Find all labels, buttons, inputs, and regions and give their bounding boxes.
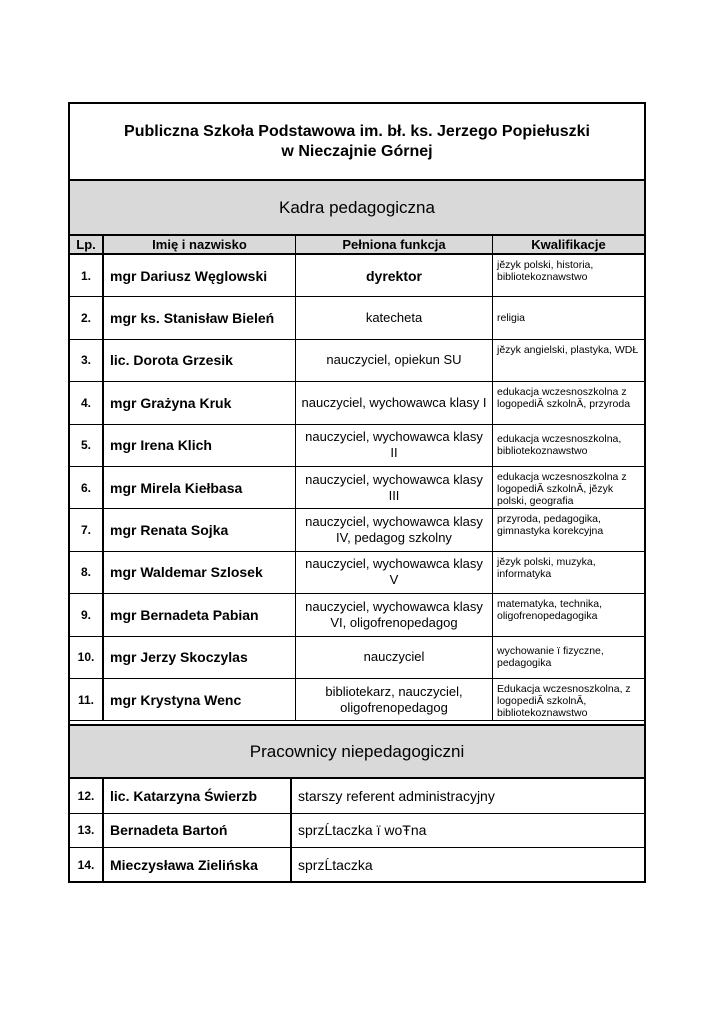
teacher-function: nauczyciel <box>296 637 493 678</box>
row-number: 3. <box>70 340 104 381</box>
teacher-qualifications: edukacja wczesnoszkolna z logopediĂ szkolnĂ, przyroda <box>497 386 631 411</box>
teacher-qualifications: religia <box>497 312 526 325</box>
teacher-qualifications: jĕzyk polski, muzyka, informatyka <box>497 555 596 580</box>
row-number: 8. <box>70 552 104 593</box>
row-number: 14. <box>70 848 104 883</box>
staff-function: starszy referent administracyjny <box>298 787 495 804</box>
staff-document <box>68 102 646 883</box>
teacher-function: nauczyciel, wychowawca klasy I <box>296 382 493 423</box>
teacher-name: mgr Krystyna Wenc <box>104 679 296 720</box>
teacher-qualifications: przyroda, pedagogika, gimnastyka korekcyjna <box>497 513 604 538</box>
staff-function: sprzĹtaczka <box>298 857 373 874</box>
teacher-name: mgr Waldemar Szlosek <box>104 552 296 593</box>
row-number: 5. <box>70 425 104 466</box>
teacher-function: bibliotekarz, nauczyciel, oligofrenopedagog <box>296 679 493 720</box>
teacher-name: mgr Bernadeta Pabian <box>104 594 296 635</box>
teacher-function: nauczyciel, wychowawca klasy III <box>296 467 493 508</box>
teacher-qualifications: wychowanie ï fizyczne, pedagogika <box>497 645 604 670</box>
teacher-qualifications: matematyka, technika, oligofrenopedagogika <box>497 598 603 623</box>
column-header-qualifications: Kwalifikacje <box>531 237 606 252</box>
table-row <box>70 779 644 814</box>
table-row <box>70 679 644 721</box>
column-header-lp: Lp. <box>70 236 104 253</box>
teacher-function: dyrektor <box>296 255 493 296</box>
staff-function: sprzĹtaczka ï woŦna <box>298 822 427 839</box>
table-row <box>70 297 644 339</box>
teacher-qualifications: edukacja wczesnoszkolna z logopediĂ szkolnĂ, jĕzyk polski, geografia <box>497 471 627 507</box>
school-header <box>70 104 644 181</box>
column-header-name: Imię i nazwisko <box>104 236 296 253</box>
table-row <box>70 509 644 551</box>
table-row <box>70 552 644 594</box>
section-pedagogical <box>70 181 644 236</box>
row-number: 4. <box>70 382 104 423</box>
column-header-function: Pełniona funkcja <box>296 236 493 253</box>
teacher-function: nauczyciel, opiekun SU <box>296 340 493 381</box>
school-name: Publiczna Szkoła Podstawowa im. bł. ks. Jerzego Popiełuszki <box>124 122 590 140</box>
table-row <box>70 255 644 297</box>
row-number: 9. <box>70 594 104 635</box>
table-row <box>70 594 644 636</box>
teacher-name: mgr Grażyna Kruk <box>104 382 296 423</box>
staff-name: Bernadeta Bartoń <box>104 814 292 848</box>
section-staff <box>70 724 644 779</box>
teacher-qualifications: jĕzyk polski, historia, bibliotekoznawstwo <box>497 259 594 283</box>
staff-name: Mieczysława Zielińska <box>104 848 292 883</box>
teacher-function: nauczyciel, wychowawca klasy VI, oligofrenopedagog <box>296 594 493 635</box>
teacher-name: mgr Jerzy Skoczylas <box>104 637 296 678</box>
school-location: w Nieczajnie Górnej <box>281 142 433 160</box>
row-number: 6. <box>70 467 104 508</box>
row-number: 11. <box>70 679 104 720</box>
section-pedagogical-title: Kadra pedagogiczna <box>279 197 435 217</box>
teacher-qualifications: edukacja wczesnoszkolna, bibliotekoznawstwo <box>497 433 622 458</box>
teacher-function: nauczyciel, wychowawca klasy IV, pedagog szkolny <box>296 509 493 550</box>
table-row <box>70 637 644 679</box>
teacher-name: mgr Mirela Kiełbasa <box>104 467 296 508</box>
row-number: 7. <box>70 509 104 550</box>
section-staff-title: Pracownicy niepedagogiczni <box>249 741 465 761</box>
teacher-function: nauczyciel, wychowawca klasy II <box>296 425 493 466</box>
teacher-name: mgr Irena Klich <box>104 425 296 466</box>
row-number: 10. <box>70 637 104 678</box>
row-number: 12. <box>70 779 104 813</box>
table-row <box>70 425 644 467</box>
teacher-qualifications: jĕzyk angielski, plastyka, WDŁ <box>497 343 639 356</box>
row-number: 2. <box>70 297 104 338</box>
row-number: 1. <box>70 255 104 296</box>
teacher-function: katecheta <box>296 297 493 338</box>
teacher-name: mgr ks. Stanisław Bieleń <box>104 297 296 338</box>
teacher-name: mgr Renata Sojka <box>104 509 296 550</box>
teacher-function: nauczyciel, wychowawca klasy V <box>296 552 493 593</box>
table-row <box>70 340 644 382</box>
table-row <box>70 848 644 883</box>
teacher-qualifications: Edukacja wczesnoszkolna, z logopediĂ szkolnĂ, bibliotekoznawstwo <box>497 683 631 719</box>
staff-name: lic. Katarzyna Świerzb <box>104 779 292 813</box>
table-row <box>70 382 644 424</box>
teacher-name: mgr Dariusz Węglowski <box>104 255 296 296</box>
table-row <box>70 467 644 509</box>
table-column-headers <box>70 236 644 255</box>
teacher-name: lic. Dorota Grzesik <box>104 340 296 381</box>
row-number: 13. <box>70 814 104 848</box>
table-row <box>70 814 644 849</box>
